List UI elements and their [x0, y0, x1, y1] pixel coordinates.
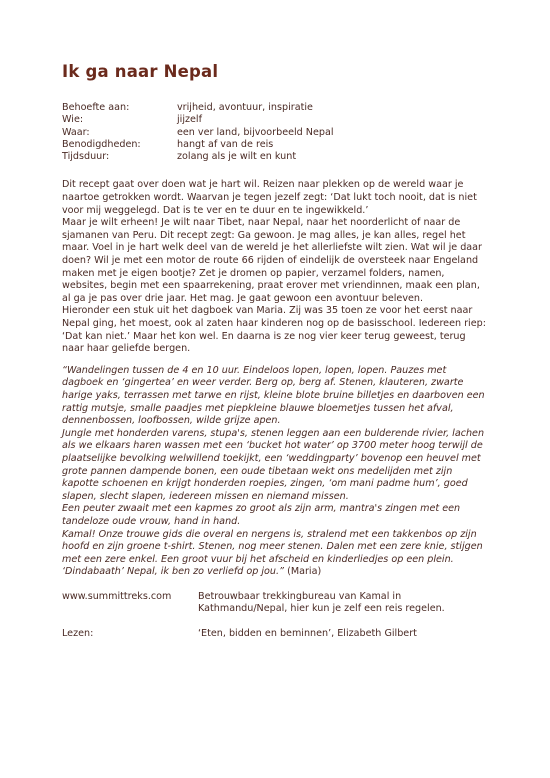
meta-row-where	[62, 127, 490, 139]
quote-paragraph: “Wandelingen tussen de 4 en 10 uur. Eindeloos lopen, lopen, lopen. Pauzes met dagboek en ‘gingertea’ en weer verder. Berg op, berg af. Stenen, klauteren, zwarte harige yaks, terrassen met tarwe en rijst, kleine blote bruine billetjes en daarboven een rattig mutsje, smalle paadjes met piepkleine blauwe bloemetjes tussen het afval, dennenbossen, loofbossen, wilde grijze apen.	[62, 364, 485, 427]
reference-label: Lezen:	[62, 628, 94, 640]
meta-label: Benodigdheden:	[62, 138, 141, 150]
reference-description: ‘Eten, bidden en beminnen’, Elizabeth Gilbert	[198, 628, 417, 640]
document-page	[62, 62, 490, 641]
paragraph: Hieronder een stuk uit het dagboek van Maria. Zij was 35 toen ze voor het eerst naar Nepal ging, het moest, ook al zaten haar kinderen nog op de basisschool. Iedereen riep: ‘Dat kan niet.’ Maar het kon wel. En daarna is ze nog vier keer terug geweest, terug naar haar geliefde bergen.	[62, 305, 486, 355]
body-text	[62, 179, 490, 355]
meta-label: Tijdsduur:	[62, 151, 110, 163]
meta-label: Behoefte aan:	[62, 102, 130, 113]
meta-label: Waar:	[62, 126, 90, 138]
reference-description: Betrouwbaar trekkingbureau van Kamal in Kathmandu/Nepal, hier kun je zelf een reis regelen.	[198, 590, 445, 615]
meta-value: jijzelf	[177, 114, 202, 126]
quote-closing: ‘Dindabaath’ Nepal, ik ben zo verliefd op jou.”	[62, 566, 285, 578]
recipe-meta	[62, 102, 490, 163]
paragraph: Dit recept gaat over doen wat je hart wil. Reizen naar plekken op de wereld waar je naartoe getrokken wordt. Waarvan je tegen jezelf zegt: ‘Dat lukt toch nooit, dat is niet voor mij weggelegd. Dat is te ver en te duur en te ingewikkeld.’	[62, 179, 477, 216]
quote-last-line	[62, 566, 490, 579]
quote-paragraph: Jungle met honderden varens, stupa's, stenen leggen aan een bulderende rivier, lachen als we elkaars haren wassen met een ‘bucket hot water’ op 3700 meter hoog terwijl de plaatselijke bevolking welwillend toekijkt, een ‘weddingparty’ bovenop een heuvel met grote pannen dampende bonen, een oude tibetaan wekt ons medelijden met zijn kapotte schoenen en krijgt honderden roepies, zingen, ‘om mani padme hum’, goed slapen, slecht slapen, iedereen missen en niemand missen.	[62, 427, 485, 502]
meta-row-need	[62, 102, 490, 114]
quote-author: (Maria)	[287, 566, 322, 578]
page-title: Ik ga naar Nepal	[62, 62, 219, 81]
reference-reading	[62, 628, 490, 641]
reference-website	[62, 591, 490, 616]
quote-paragraph: Een peuter zwaait met een kapmes zo groot als zijn arm, mantra's zingen met een tandeloze oude vrouw, hand in hand.	[62, 503, 461, 527]
meta-row-requirements	[62, 139, 490, 151]
paragraph: Maar je wilt erheen! Je wilt naar Tibet, naar Nepal, naar het noorderlicht of naar de sjamanen van Peru. Dit recept zegt: Ga gewoon. Je mag alles, je kan alles, regel het maar. Voel in je hart welk deel van de wereld je het allerliefste wilt zien. Wat wil je daar doen? Wil je met een motor de route 66 rijden of eindelijk de oversteek naar Engeland maken met je eigen bootje? Zet je dromen op papier, verzamel folders, namen, websites, begin met een spaarrekening, praat erover met vriendinnen, maak een plan, al ga je pas over drie jaar. Het mag. Je gaat gewoon een avontuur beleven.	[62, 217, 483, 304]
meta-value: vrijheid, avontuur, inspiratie	[177, 102, 313, 113]
quote-paragraph: Kamal! Onze trouwe gids die overal en nergens is, stralend met een takkenbos op zijn hoofd en zijn groene t-shirt. Stenen, nog meer stenen. Dalen met een zere knie, stijgen met een zere enkel. Een groot vuur bij het afscheid en kinderliedjes op een plein.	[62, 528, 483, 565]
meta-label: Wie:	[62, 114, 84, 126]
diary-quote	[62, 365, 490, 579]
meta-value: zolang als je wilt en kunt	[177, 151, 297, 163]
meta-row-who	[62, 114, 490, 126]
meta-value: hangt af van de reis	[177, 138, 274, 150]
meta-value: een ver land, bijvoorbeeld Nepal	[177, 126, 334, 138]
website-link[interactable]: www.summittreks.com	[62, 590, 172, 602]
meta-row-duration	[62, 151, 490, 163]
